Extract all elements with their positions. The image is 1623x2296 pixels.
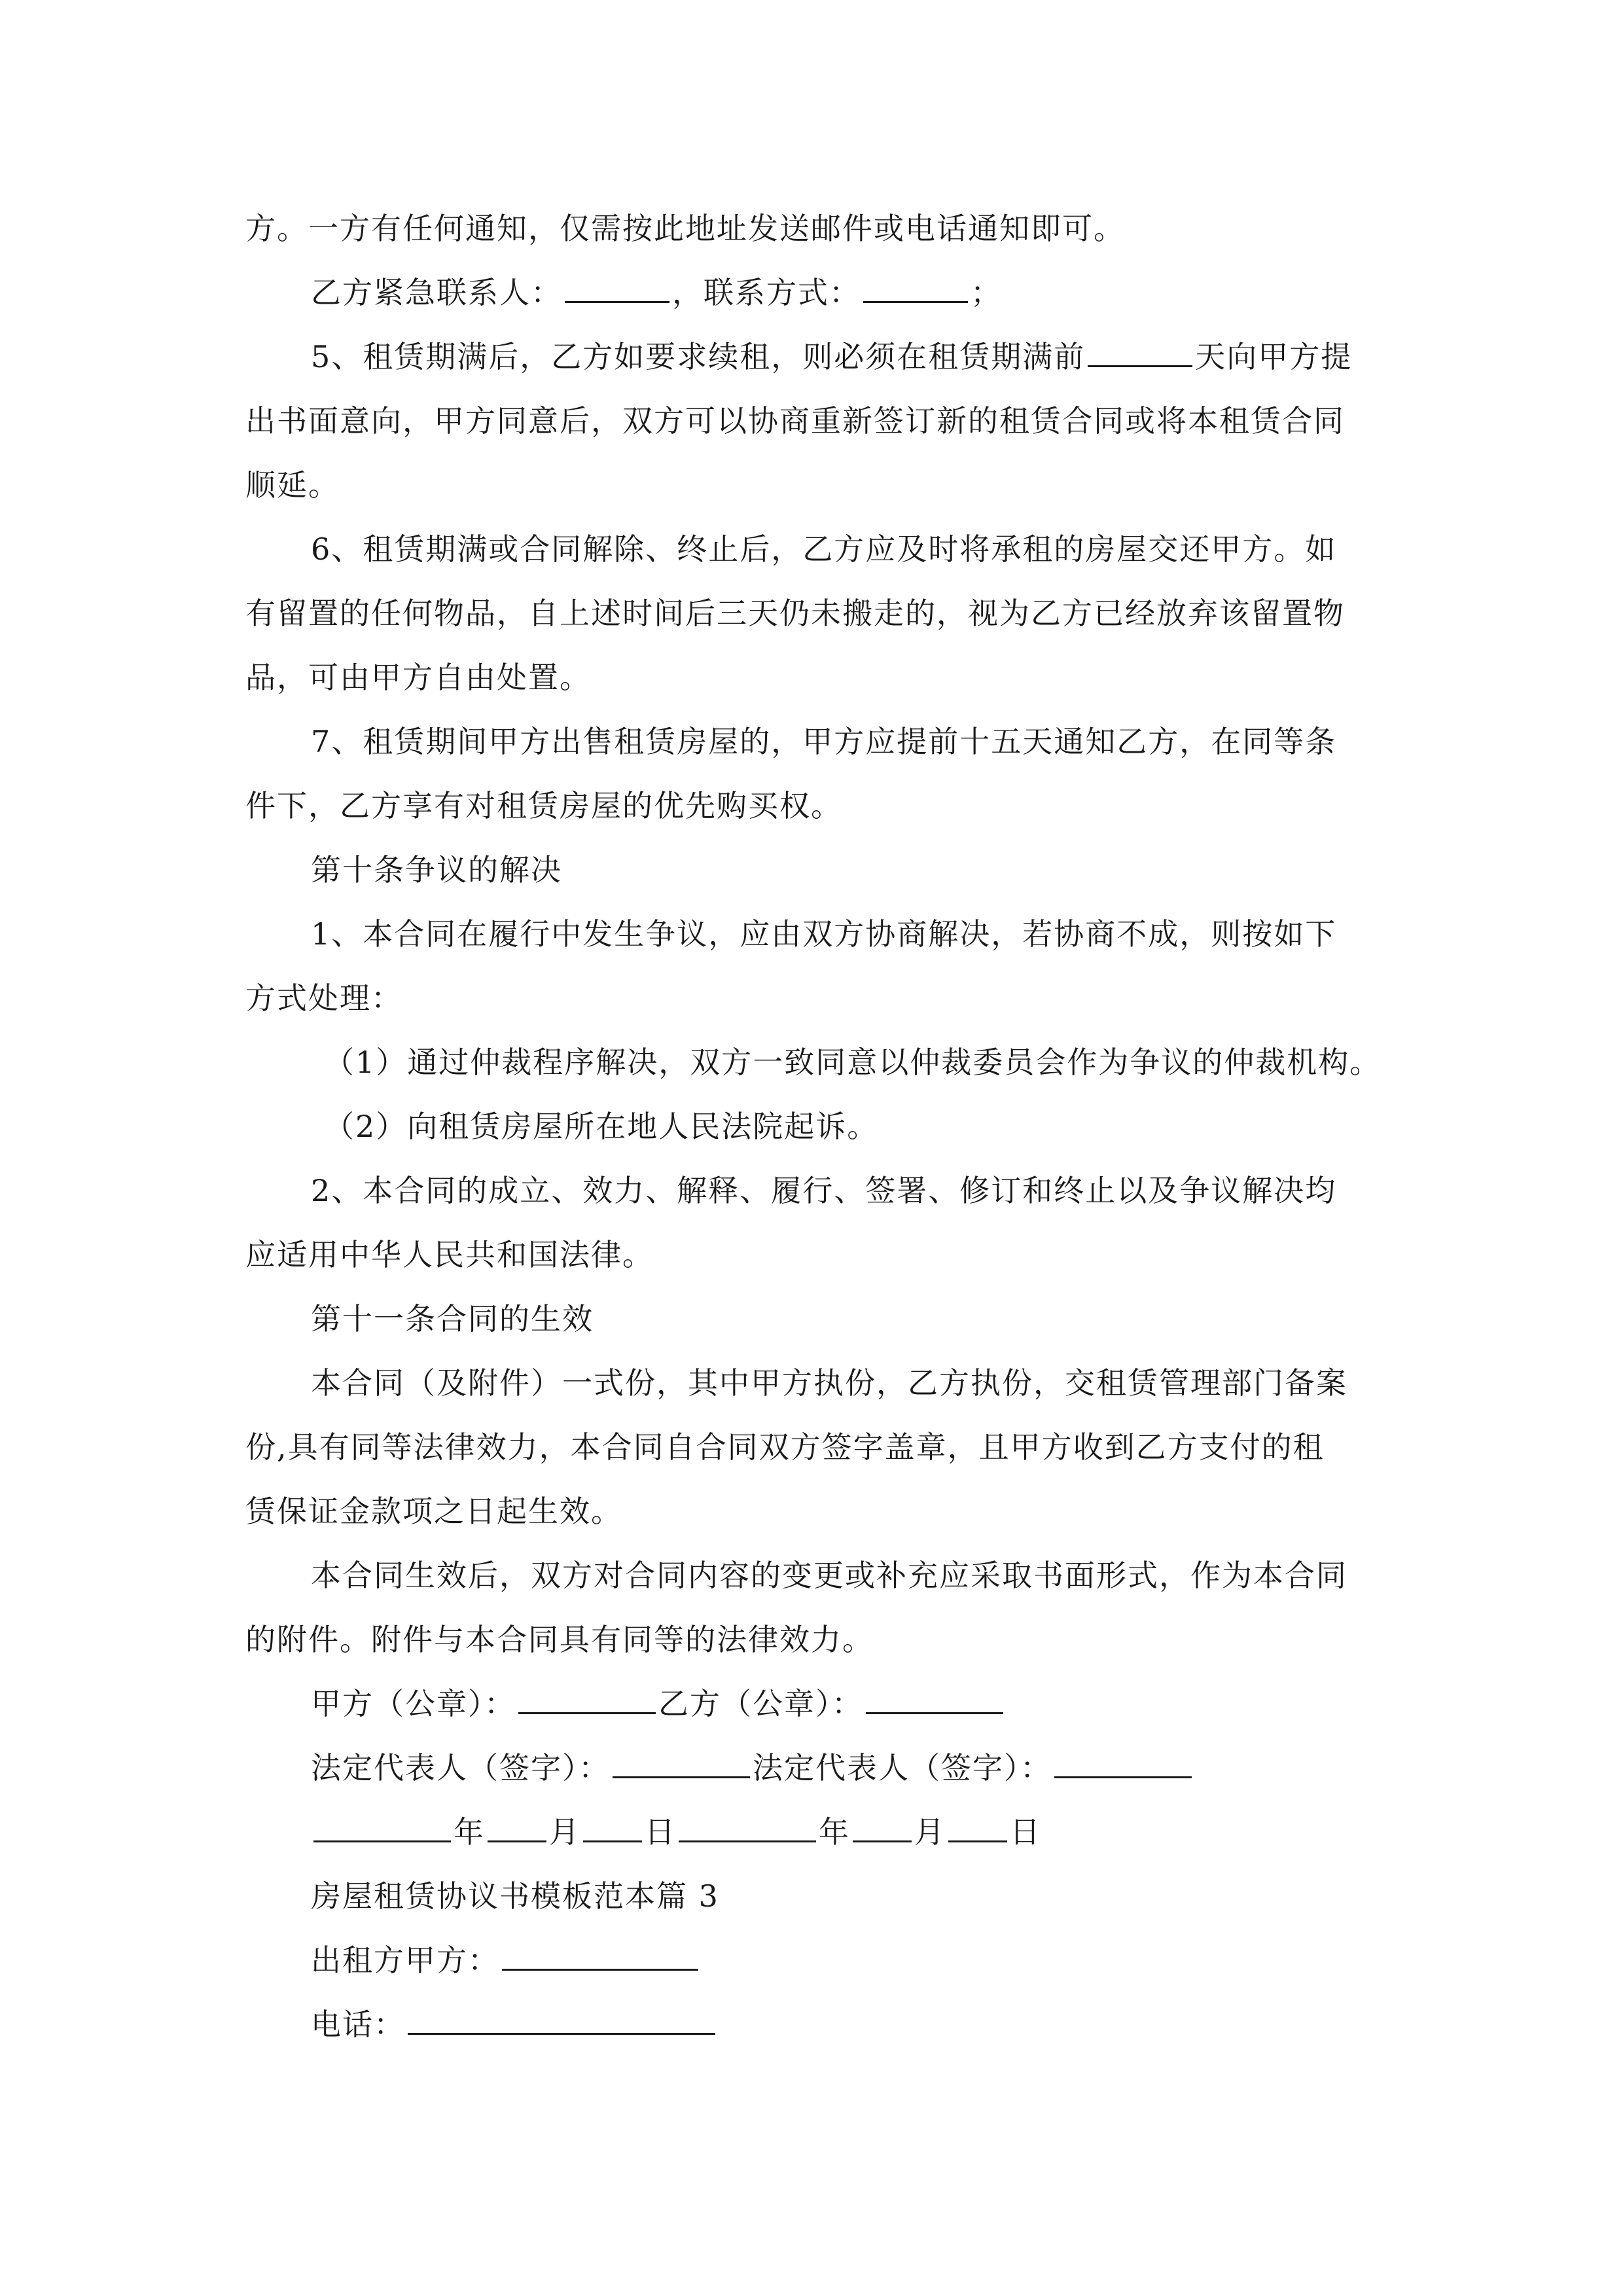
phone-label: 电话： [311, 2007, 405, 2042]
article11-title: 第十一条合同的生效 [311, 1301, 594, 1336]
party-a-seal-blank [518, 1673, 656, 1714]
a11-p2-line1: 本合同生效后，双方对合同内容的变更或补充应采取书面形式，作为本合同 [311, 1558, 1347, 1593]
legal-rep-b-blank [1054, 1737, 1192, 1778]
item5-line1 [245, 325, 1397, 389]
item6-line3: 品，可由甲方自由处置。 [245, 660, 591, 695]
lessor-line [245, 1928, 1397, 1992]
a11-p1-line1: 本合同（及附件）一式份，其中甲方执份，乙方执份，交租赁管理部门备案 [311, 1365, 1347, 1401]
item7-line1: 7、租赁期间甲方出售租赁房屋的，甲方应提前十五天通知乙方，在同等条 [311, 724, 1337, 759]
a11-p1-line2: 份,具有同等法律效力，本合同自合同双方签字盖章，且甲方收到乙方支付的租 [245, 1429, 1325, 1465]
paragraph-notice: 方。一方有任何通知，仅需按此地址发送邮件或电话通知即可。 [245, 211, 1125, 246]
day-a-blank [583, 1801, 642, 1842]
legal-rep-line [245, 1736, 1397, 1800]
emergency-contact-label: 乙方紧急联系人： [311, 275, 562, 310]
item5-text-b: 天向甲方提 [1195, 339, 1353, 374]
item5-line3: 顺延。 [245, 467, 340, 503]
month-b-label: 月 [914, 1814, 946, 1850]
month-b-blank [853, 1801, 912, 1842]
a11-p2-line2: 的附件。附件与本合同具有同等的法律效力。 [245, 1622, 874, 1657]
phone-line [245, 1992, 1397, 2056]
phone-blank [408, 1994, 715, 2035]
item5-text-a: 5、租赁期满后，乙方如要求续租，则必须在租赁期满前 [311, 339, 1086, 374]
a10-option2: （2）向租赁房屋所在地人民法院起诉。 [324, 1109, 879, 1144]
year-b-label: 年 [819, 1814, 850, 1850]
day-a-label: 日 [645, 1814, 676, 1850]
contact-method-label: ，联系方式： [672, 275, 861, 310]
item6-line1: 6、租赁期满或合同解除、终止后，乙方应及时将承租的房屋交还甲方。如 [311, 531, 1337, 567]
a10-item2-line2: 应适用中华人民共和国法律。 [245, 1237, 654, 1272]
year-a-blank [313, 1801, 451, 1842]
contact-method-blank [863, 262, 968, 303]
day-b-blank [948, 1801, 1007, 1842]
item6-line2: 有留置的任何物品，自上述时间后三天仍未搬走的，视为乙方已经放弃该留置物 [245, 596, 1345, 631]
a10-item2-line1: 2、本合同的成立、效力、解释、履行、签署、修订和终止以及争议解决均 [311, 1173, 1337, 1208]
emergency-contact-line [245, 260, 1397, 325]
article10-title: 第十条争议的解决 [311, 852, 562, 888]
a11-p1-line3: 赁保证金款项之日起生效。 [245, 1494, 622, 1529]
semicolon: ； [971, 275, 1002, 310]
party-b-seal-label: 乙方（公章）： [658, 1686, 863, 1721]
lessor-label: 出租方甲方： [311, 1943, 499, 1978]
party-a-seal-label: 甲方（公章）： [311, 1686, 516, 1721]
date-line [245, 1800, 1397, 1864]
emergency-contact-blank [565, 262, 669, 303]
legal-rep-b-label: 法定代表人（签字）： [753, 1750, 1052, 1785]
year-b-blank [679, 1801, 816, 1842]
legal-rep-a-blank [613, 1737, 750, 1778]
party-b-seal-blank [866, 1673, 1003, 1714]
legal-rep-a-label: 法定代表人（签字）： [311, 1750, 610, 1785]
a10-option1: （1）通过仲裁程序解决，双方一致同意以仲裁委员会作为争议的仲裁机构。 [324, 1045, 1382, 1080]
seal-line [245, 1672, 1397, 1736]
a10-item1-line1: 1、本合同在履行中发生争议，应由双方协商解决，若协商不成，则按如下 [311, 916, 1337, 952]
item7-line2: 件下，乙方享有对租赁房屋的优先购买权。 [245, 788, 842, 823]
item5-line2: 出书面意向，甲方同意后，双方可以协商重新签订新的租赁合同或将本租赁合同 [245, 403, 1345, 439]
month-a-blank [488, 1801, 546, 1842]
section3-title: 房屋租赁协议书模板范本篇 3 [311, 1878, 719, 1914]
day-b-label: 日 [1010, 1814, 1041, 1850]
document-body [245, 196, 1397, 2056]
renewal-days-blank [1088, 326, 1192, 367]
month-a-label: 月 [549, 1814, 580, 1850]
year-a-label: 年 [454, 1814, 485, 1850]
lessor-blank [502, 1929, 698, 1971]
a10-item1-line2: 方式处理： [245, 980, 402, 1016]
